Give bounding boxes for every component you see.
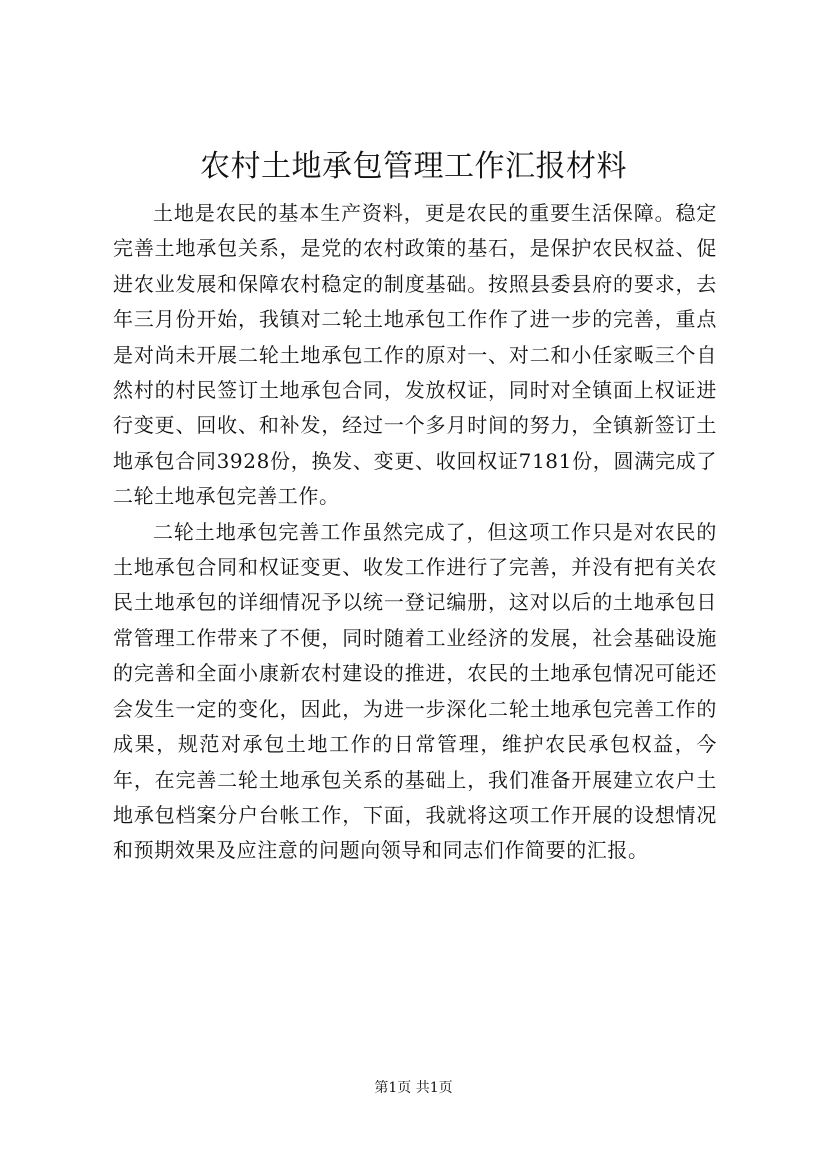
paragraph-1: 土地是农民的基本生产资料，更是农民的重要生活保障。稳定完善土地承包关系，是党的农村政策的基石，是保护农民权益、促进农业发展和保障农村稳定的制度基础。按照县委县府的要求，去年三月份开始，我镇对二轮土地承包工作作了进一步的完善，重点是对尚未开展二轮土地承包工作的原对一、对二和小任家畈三个自然村的村民签订土地承包合同，发放权证，同时对全镇面上权证进行变更、回收、和补发，经过一个多月时间的努力，全镇新签订土地承包合同3928份，换发、变更、收回权证7181份，圆满完成了二轮土地承包完善工作。 <box>113 201 717 509</box>
page-footer: 第1页 共1页 <box>374 1080 453 1096</box>
paragraph-2: 二轮土地承包完善工作虽然完成了，但这项工作只是对农民的土地承包合同和权证变更、收发工作进行了完善，并没有把有关农民土地承包的详细情况予以统一登记编册，这对以后的土地承包日常管理工作带来了不便，同时随着工业经济的发展，社会基础设施的完善和全面小康新农村建设的推进，农民的土地承包情况可能还会发生一定的变化，因此，为进一步深化二轮土地承包完善工作的成果，规范对承包土地工作的日常管理，维护农民承包权益，今年，在完善二轮土地承包关系的基础上，我们准备开展建立农户土地承包档案分户台帐工作，下面，我就将这项工作开展的设想情况和预期效果及应注意的问题向领导和同志们作简要的汇报。 <box>113 519 717 863</box>
document-body <box>113 196 717 869</box>
document-title: 农村土地承包管理工作汇报材料 <box>200 149 627 184</box>
